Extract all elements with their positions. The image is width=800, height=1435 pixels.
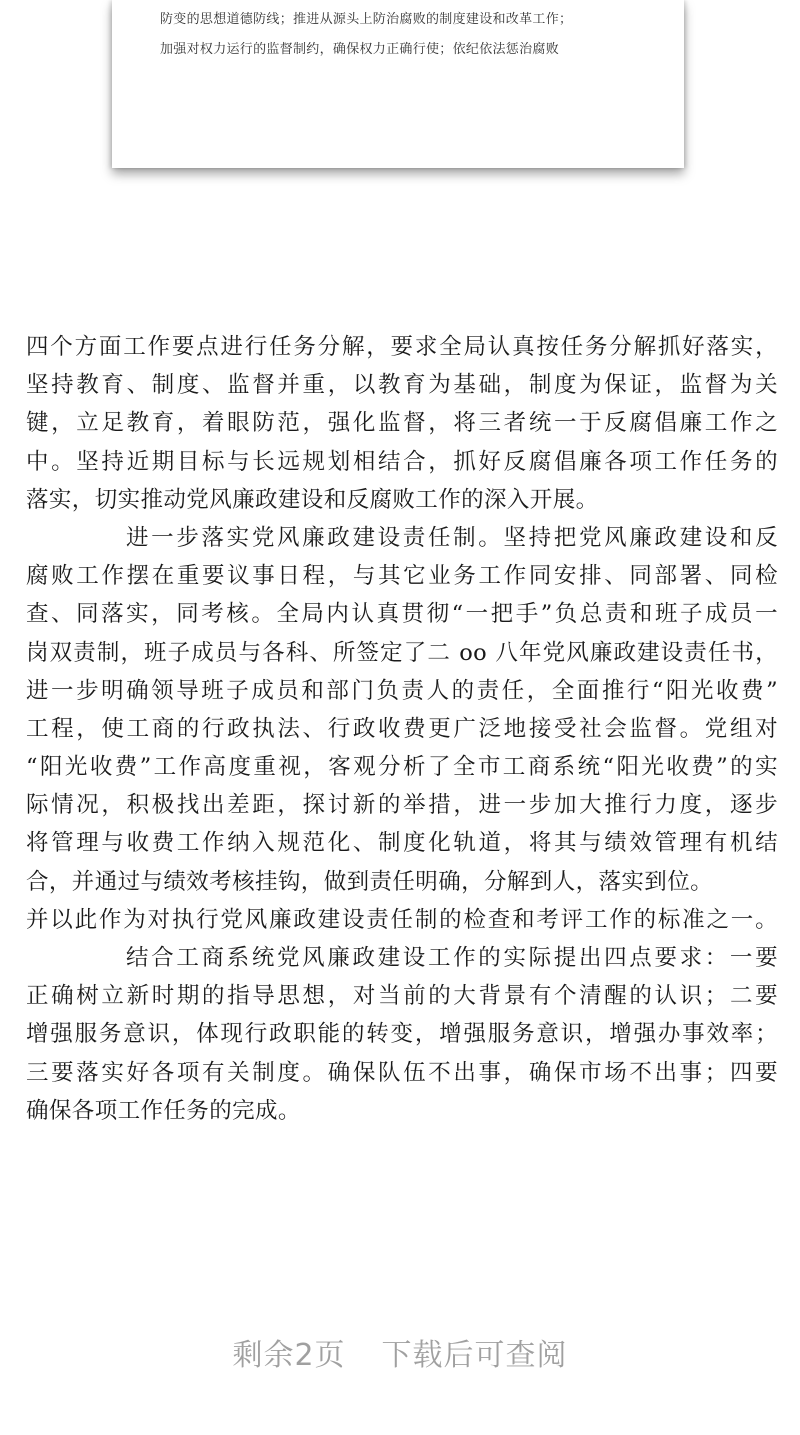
paragraph-line: 工程，使工商的行政执法、行政收费更广泛地接受社会监督。党组对 (26, 715, 778, 742)
paragraph-line: 查、同落实，同考核。全局内认真贯彻“一把手”负总责和班子成员一 (26, 601, 778, 628)
preview-text-line: 加强对权力运行的监督制约，确保权力正确行使；依纪依法惩治腐败 (160, 42, 560, 57)
paragraph-line: 进一步明确领导班子成员和部门负责人的责任，全面推行“阳光收费” (26, 677, 778, 704)
document-body (26, 328, 778, 1130)
paragraph-line: 增强服务意识，体现行政职能的转变，增强服务意识，增强办事效率； (26, 1021, 778, 1048)
paragraph-line: 四个方面工作要点进行任务分解，要求全局认真按任务分解抓好落实， (26, 334, 778, 360)
paragraph-line: 正确树立新时期的指导思想，对当前的大背景有个清醒的认识；二要 (26, 983, 778, 1010)
paragraph-line: 进一步落实党风廉政建设责任制。坚持把党风廉政建设和反 (126, 524, 778, 551)
paragraph-line: 键，立足教育，着眼防范，强化监督，将三者统一于反腐倡廉工作之 (26, 410, 778, 437)
paragraph-line: 三要落实好各项有关制度。确保队伍不出事，确保市场不出事；四要 (26, 1059, 778, 1086)
preview-page-card (112, 0, 684, 168)
paragraph-line: 中。坚持近期目标与长远规划相结合，抓好反腐倡廉各项工作任务的 (26, 448, 778, 475)
remaining-pages-notice[interactable] (0, 1336, 800, 1376)
paragraph-line: 坚持教育、制度、监督并重，以教育为基础，制度为保证，监督为关 (26, 372, 778, 399)
paragraph-line: 将管理与收费工作纳入规范化、制度化轨道，将其与绩效管理有机结 (26, 830, 778, 857)
paragraph-line: 际情况，积极找出差距，探讨新的举措，进一步加大推行力度，逐步 (26, 792, 778, 819)
paragraph-line: “阳光收费”工作高度重视，客观分析了全市工商系统“阳光收费”的实 (26, 754, 778, 781)
download-to-view-label: 下载后可查阅 (381, 1338, 568, 1373)
paragraph-line: 并以此作为对执行党风廉政建设责任制的检查和考评工作的标准之一。 (26, 906, 778, 933)
preview-text-line: 防变的思想道德防线；推进从源头上防治腐败的制度建设和改革工作； (160, 12, 573, 27)
paragraph-line: 腐败工作摆在重要议事日程，与其它业务工作同安排、同部署、同检 (26, 563, 778, 590)
remaining-pages-label: 剩余2页 (232, 1338, 346, 1373)
paragraph-line: 合，并通过与绩效考核挂钩，做到责任明确，分解到人，落实到位。 (26, 868, 714, 895)
paragraph-line: 落实，切实推动党风廉政建设和反腐败工作的深入开展。 (26, 486, 599, 513)
paragraph-line: 岗双责制，班子成员与各科、所签定了二 oo 八年党风廉政建设责任书， (26, 639, 778, 666)
paragraph-line: 确保各项工作任务的完成。 (26, 1097, 301, 1124)
paragraph-line: 结合工商系统党风廉政建设工作的实际提出四点要求：一要 (126, 945, 778, 971)
